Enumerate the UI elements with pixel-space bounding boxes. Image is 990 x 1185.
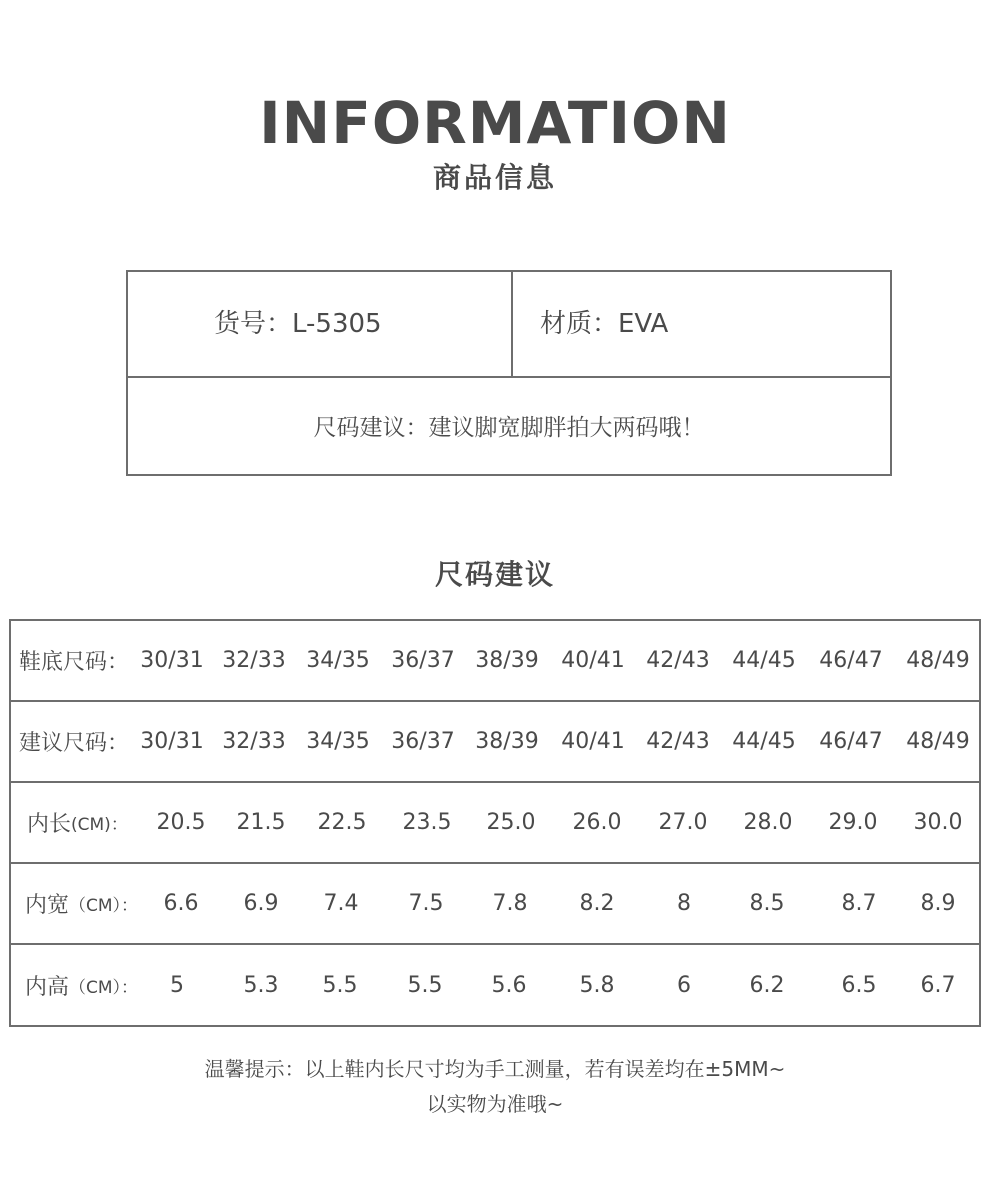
row-label-unit: (CM)： xyxy=(71,815,128,835)
size-advice: 尺码建议：建议脚宽脚胖拍大两码哦！ xyxy=(313,415,705,441)
table-cell: 46/47 xyxy=(819,729,883,754)
page-title-english: INFORMATION xyxy=(259,89,731,157)
row-label-text: 内长 xyxy=(27,812,72,837)
table-cell: 40/41 xyxy=(561,729,625,754)
table-cell: 20.5 xyxy=(156,810,206,835)
info-row-top xyxy=(128,272,890,378)
row-label-unit: （CM）： xyxy=(69,896,139,916)
table-cell: 5.5 xyxy=(322,972,358,998)
row-label-text: 内高 xyxy=(25,974,70,1000)
size-table xyxy=(9,619,981,1027)
table-cell: 8 xyxy=(677,891,691,916)
table-cell: 48/49 xyxy=(906,729,970,754)
row-label xyxy=(19,621,129,700)
row-label xyxy=(25,945,138,1025)
table-cell: 23.5 xyxy=(402,810,452,835)
table-cell: 7.8 xyxy=(492,891,528,916)
suggested-size-row xyxy=(11,702,979,783)
table-cell: 6.5 xyxy=(841,972,877,998)
row-label-text: 内宽 xyxy=(25,893,70,918)
table-cell: 8.2 xyxy=(579,891,615,916)
table-cell: 38/39 xyxy=(475,729,539,754)
table-cell: 36/37 xyxy=(391,648,455,673)
row-label xyxy=(19,702,129,781)
table-cell: 30.0 xyxy=(913,810,963,835)
info-divider xyxy=(511,272,513,376)
table-cell: 27.0 xyxy=(658,810,708,835)
inner-height-row xyxy=(11,945,979,1025)
table-cell: 34/35 xyxy=(306,648,370,673)
table-cell: 42/43 xyxy=(646,729,710,754)
table-cell: 32/33 xyxy=(222,729,286,754)
row-label-text: 鞋底尺码： xyxy=(19,650,130,675)
table-cell: 5.3 xyxy=(243,972,279,998)
table-cell: 6.6 xyxy=(163,891,199,916)
sole-size-row xyxy=(11,621,979,702)
table-cell: 25.0 xyxy=(486,810,536,835)
table-cell: 5.6 xyxy=(491,972,527,998)
inner-length-row xyxy=(11,783,979,864)
measurement-note-line-2: 以实物为准哦~ xyxy=(426,1092,564,1116)
table-cell: 6.2 xyxy=(749,972,785,998)
table-cell: 34/35 xyxy=(306,729,370,754)
table-cell: 8.9 xyxy=(920,891,956,916)
row-label xyxy=(27,783,128,862)
measurement-note-line-1: 温馨提示：以上鞋内长尺寸均为手工测量，若有误差均在±5MM~ xyxy=(204,1057,786,1081)
table-cell: 48/49 xyxy=(906,648,970,673)
table-cell: 32/33 xyxy=(222,648,286,673)
page-title-chinese: 商品信息 xyxy=(432,161,557,194)
table-cell: 38/39 xyxy=(475,648,539,673)
table-cell: 8.7 xyxy=(841,891,877,916)
table-cell: 36/37 xyxy=(391,729,455,754)
table-cell: 7.4 xyxy=(323,891,359,916)
row-label-text: 建议尺码： xyxy=(19,731,130,756)
table-cell: 29.0 xyxy=(828,810,878,835)
inner-width-row xyxy=(11,864,979,945)
table-cell: 21.5 xyxy=(236,810,286,835)
table-cell: 30/31 xyxy=(140,648,204,673)
table-cell: 22.5 xyxy=(317,810,367,835)
table-cell: 6.7 xyxy=(920,972,956,998)
table-cell: 42/43 xyxy=(646,648,710,673)
table-cell: 30/31 xyxy=(140,729,204,754)
table-cell: 5.8 xyxy=(579,972,615,998)
table-cell: 6.9 xyxy=(243,891,279,916)
table-cell: 6 xyxy=(677,972,691,998)
table-cell: 5 xyxy=(170,972,184,998)
table-cell: 46/47 xyxy=(819,648,883,673)
table-cell: 44/45 xyxy=(732,729,796,754)
table-cell: 26.0 xyxy=(572,810,622,835)
item-number: 货号：L-5305 xyxy=(214,309,382,339)
table-cell: 8.5 xyxy=(749,891,785,916)
table-cell: 44/45 xyxy=(732,648,796,673)
table-cell: 5.5 xyxy=(407,972,443,998)
size-section-title: 尺码建议 xyxy=(434,558,555,591)
material: 材质：EVA xyxy=(540,309,669,339)
row-label xyxy=(25,864,138,943)
table-cell: 7.5 xyxy=(408,891,444,916)
product-info-box xyxy=(126,270,892,476)
row-label-unit: （CM）： xyxy=(69,977,139,998)
table-cell: 40/41 xyxy=(561,648,625,673)
table-cell: 28.0 xyxy=(743,810,793,835)
